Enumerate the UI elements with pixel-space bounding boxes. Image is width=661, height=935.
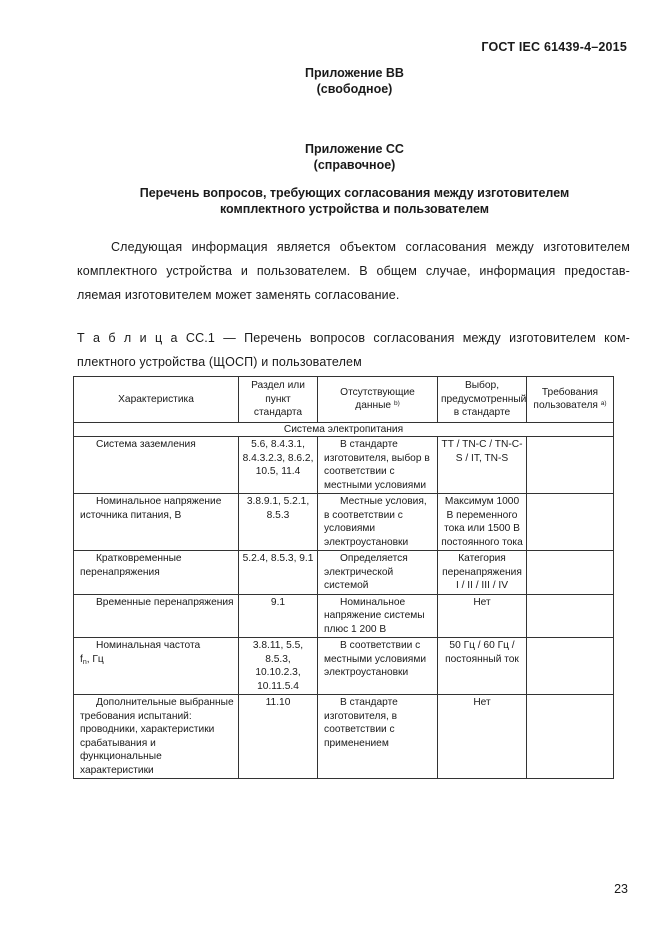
cell-absent-data: Местные условия, в соответствии с условиями электроустановки — [318, 494, 438, 551]
table-row — [74, 551, 614, 595]
footnote-marker-a: a) — [600, 400, 607, 408]
cell-absent-data: В соответствии с местными условиями электроустановки — [318, 638, 438, 695]
cell-clause: 5.2.4, 8.5.3, 9.1 — [239, 551, 318, 595]
caption-line: плектного устройства (ЩОСП) и пользователем — [77, 355, 362, 369]
appendix-bb-status: (свободное) — [316, 82, 393, 96]
cell-characteristic: Дополнительные выбранные требования испытаний: проводники, характеристики срабатывания и функциональные характеристики — [74, 695, 239, 779]
cell-clause: 3.8.11, 5.5, 8.5.3, 10.10.2.3, 10.11.5.4 — [239, 638, 318, 695]
cell-choice: 50 Гц / 60 Гц / постоянный ток — [438, 638, 527, 695]
header-user-label: Требования пользователя — [533, 386, 599, 412]
cell-absent-data: Номинальное напряжение системы плюс 1 200 В — [318, 594, 438, 638]
appendix-bb-title: Приложение ВВ — [305, 66, 404, 80]
cell-absent-data: Определяется электрической системой — [318, 551, 438, 595]
header-choice: Выбор, предусмотренный в стандарте — [438, 377, 527, 423]
cell-user-requirements — [527, 437, 614, 494]
standard-header: ГОСТ IEC 61439-4–2015 — [481, 40, 627, 54]
list-title-line: Перечень вопросов, требующих согласования между изготовителем — [139, 186, 570, 200]
appendix-bb-heading — [0, 65, 661, 97]
table-row — [74, 437, 614, 494]
cell-absent-data: В стандарте изготовителя, в соответствии с применением — [318, 695, 438, 779]
cell-characteristic: Номинальное напряжение источника питания, В — [74, 494, 239, 551]
appendix-cc-list-title — [0, 185, 661, 217]
cell-choice: Максимум 1000 В переменного тока или 1500 В постоянного тока — [438, 494, 527, 551]
intro-paragraph — [77, 235, 630, 307]
table-header-row — [74, 377, 614, 423]
cell-user-requirements — [527, 695, 614, 779]
cell-choice: Нет — [438, 594, 527, 638]
cell-absent-data: В стандарте изготовителя, выбор в соответствии с местными условиями — [318, 437, 438, 494]
list-title-line: комплектного устройства и пользователем — [219, 202, 490, 216]
header-user-requirements — [527, 377, 614, 423]
frequency-symbol: f — [80, 653, 83, 665]
cell-user-requirements — [527, 551, 614, 595]
caption-line: Т а б л и ц а СС.1 — Перечень вопросов согласования между изготовителем ком- — [77, 331, 630, 345]
cell-characteristic — [74, 638, 239, 695]
footnote-marker-b: b) — [393, 400, 400, 408]
table-row — [74, 494, 614, 551]
table-caption — [77, 326, 630, 374]
header-absent-data — [318, 377, 438, 423]
table-section-row — [74, 422, 614, 437]
agreement-table — [73, 376, 614, 779]
cell-user-requirements — [527, 594, 614, 638]
intro-line: комплектного устройства и пользователем. В общем случае, информация предостав- — [77, 264, 630, 278]
table-row — [74, 695, 614, 779]
header-characteristic: Характеристика — [74, 377, 239, 423]
appendix-cc-status: (справочное) — [313, 158, 396, 172]
intro-line: Следующая информация является объектом согласования между изготовителем — [111, 240, 630, 254]
cell-clause: 11.10 — [239, 695, 318, 779]
page-number: 23 — [614, 882, 628, 896]
appendix-cc-title: Приложение СС — [305, 142, 404, 156]
cell-choice: TT / TN-C / TN-C-S / IT, TN-S — [438, 437, 527, 494]
cell-characteristic: Система заземления — [74, 437, 239, 494]
cell-characteristic: Временные перенапряжения — [74, 594, 239, 638]
cell-clause: 5.6, 8.4.3.1, 8.4.3.2.3, 8.6.2, 10.5, 11.4 — [239, 437, 318, 494]
cell-clause: 3.8.9.1, 5.2.1, 8.5.3 — [239, 494, 318, 551]
section-title: Система электропитания — [74, 422, 614, 437]
frequency-subscript: n — [82, 658, 87, 666]
cell-characteristic: Кратковременные перенапряжения — [74, 551, 239, 595]
frequency-unit: , Гц — [86, 653, 104, 665]
header-absent-label: Отсутствующие данные — [340, 386, 415, 412]
cell-clause: 9.1 — [239, 594, 318, 638]
cell-user-requirements — [527, 638, 614, 695]
cell-choice: Категория перенапряжения I / II / III / IV — [438, 551, 527, 595]
cell-choice: Нет — [438, 695, 527, 779]
table-row — [74, 594, 614, 638]
header-clause: Раздел или пункт стандарта — [239, 377, 318, 423]
appendix-cc-heading — [0, 141, 661, 173]
characteristic-label: Номинальная частота — [96, 640, 201, 651]
table-row — [74, 638, 614, 695]
intro-line: ляемая изготовителем может заменять согласование. — [77, 288, 400, 302]
cell-user-requirements — [527, 494, 614, 551]
